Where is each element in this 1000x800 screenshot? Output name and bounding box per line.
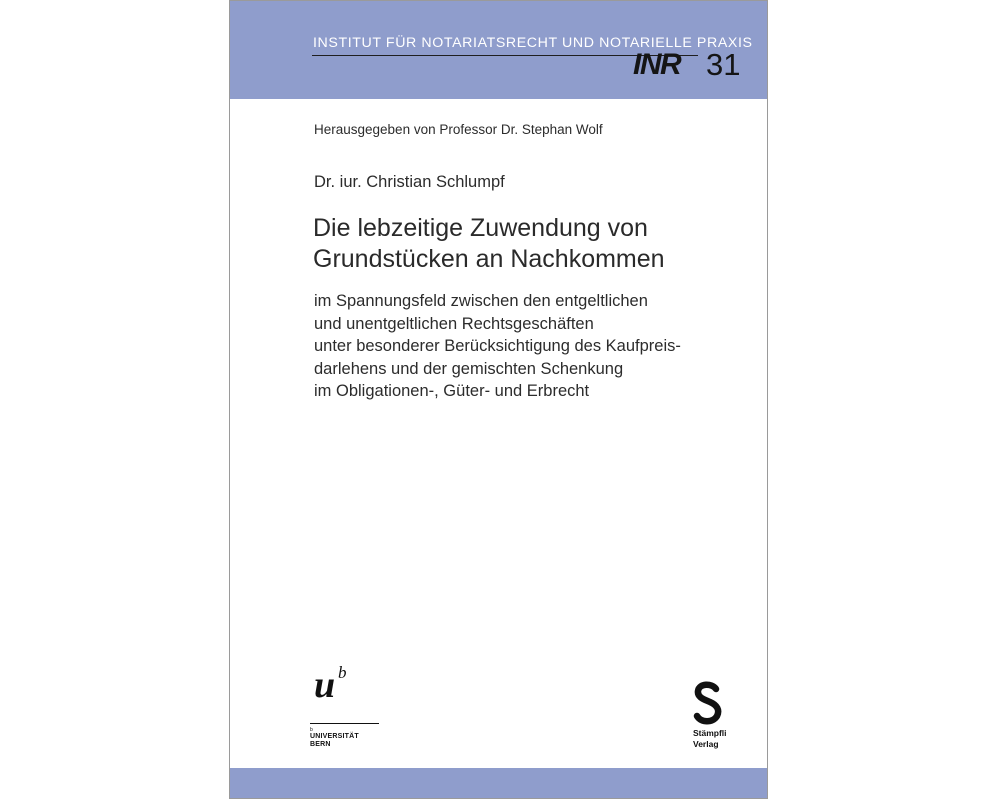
book-subtitle [314,290,681,403]
unibe-mark-u: u [314,664,336,706]
series-volume-number: 31 [706,47,741,82]
subtitle-line: darlehens und der gemischten Schenkung [314,359,624,378]
series-logo: INR [633,48,681,81]
unibe-divider [310,723,379,724]
publisher-name [693,728,727,750]
author-name: Dr. iur. Christian Schlumpf [314,173,505,191]
university-bern-logo [310,661,390,757]
publisher-logo [685,681,735,761]
editor-line: Herausgegeben von Professor Dr. Stephan Wolf [314,122,603,137]
subtitle-line: im Obligationen-, Güter- und Erbrecht [314,382,590,400]
subtitle-line: und unentgeltlichen Rechtsgeschäften [314,314,594,333]
series-header-band [230,1,767,99]
publisher-name-line: Stämpfli [693,728,727,738]
publisher-name-line: Verlag [693,739,719,749]
unibe-name [310,733,359,749]
unibe-mark-b: b [338,663,347,682]
book-cover [229,0,768,799]
subtitle-line: im Spannungsfeld zwischen den entgeltlichen [314,292,648,310]
unibe-name-line: UNIVERSITÄT [310,733,359,740]
unibe-small-mark: b [310,727,313,733]
unibe-name-line: BERN [310,741,331,748]
title-line: Die lebzeitige Zuwendung von [313,214,648,242]
footer-band [230,768,767,799]
staempfli-s-icon [693,681,723,725]
book-title [313,213,665,275]
title-line: Grundstücken an Nachkommen [313,245,665,273]
series-institute-name: INSTITUT FÜR NOTARIATSRECHT UND NOTARIELLE PRAXIS [313,35,753,51]
subtitle-line: unter besonderer Berücksichtigung des Kaufpreis- [314,337,681,355]
